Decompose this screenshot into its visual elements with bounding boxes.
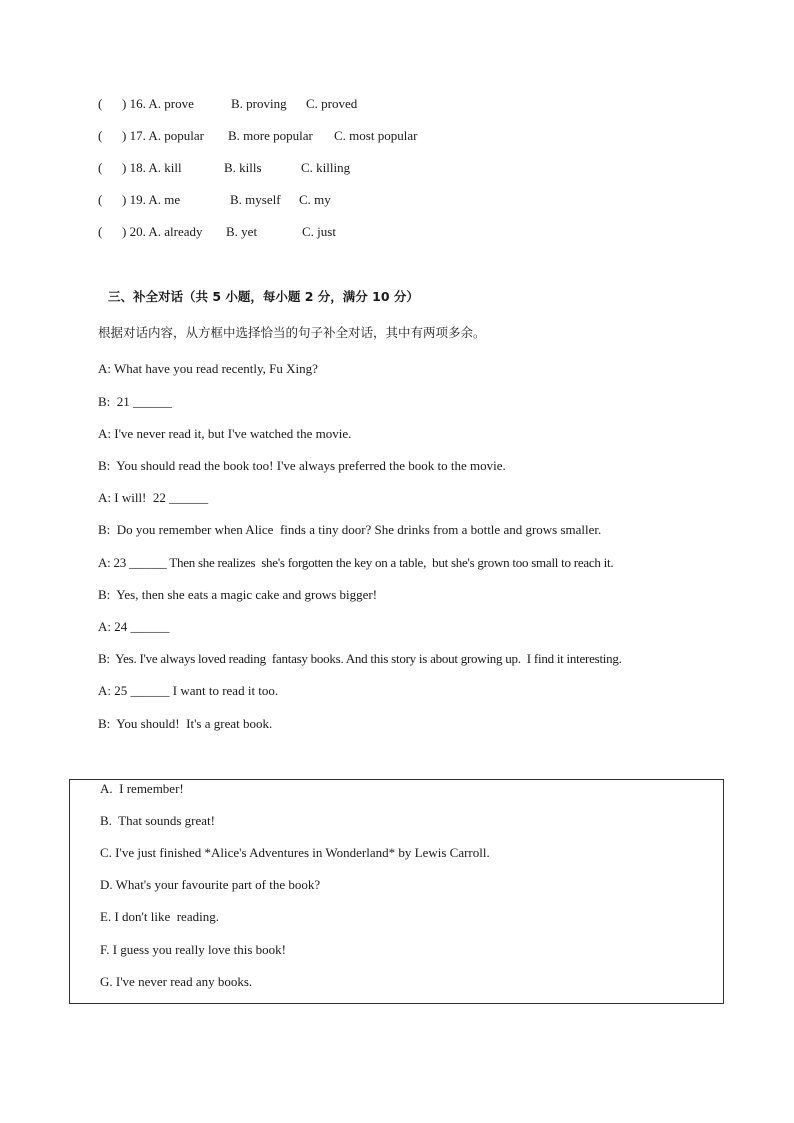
option-item: F. I guess you really love this book!: [100, 942, 286, 957]
dialog-line: B: You should read the book too! I've always preferred the book to the movie.: [98, 458, 506, 473]
question-option-b: B. proving: [231, 96, 287, 111]
option-item: A. I remember!: [100, 781, 184, 796]
section-title: 三、补全对话（共 5 小题，每小题 2 分，满分 10 分）: [108, 289, 419, 304]
answer-paren: (: [98, 224, 103, 239]
mcq-question-17: [98, 128, 698, 144]
dialog-line: A: 24 ______: [98, 619, 170, 634]
options-box: [69, 779, 724, 1004]
question-option-a: ) 18. A. kill: [122, 160, 182, 175]
dialog-line: A: I've never read it, but I've watched the movie.: [98, 426, 352, 441]
option-item: C. I've just finished *Alice's Adventures in Wonderland* by Lewis Carroll.: [100, 845, 490, 860]
question-option-b: B. kills: [224, 160, 262, 175]
dialog-line: A: 25 ______ I want to read it too.: [98, 683, 279, 698]
question-option-c: C. just: [302, 224, 336, 239]
question-option-c: C. my: [299, 192, 331, 207]
dialog-line: B: Yes. I've always loved reading fantasy books. And this story is about growing up. I find it interesting.: [98, 651, 622, 666]
answer-paren: (: [98, 192, 103, 207]
dialog-line: B: 21 ______: [98, 394, 173, 409]
mcq-question-16: [98, 96, 698, 112]
question-option-b: B. yet: [226, 224, 258, 239]
dialog-line: A: 23 ______ Then she realizes she's forgotten the key on a table, but she's grown too small to reach it.: [98, 555, 614, 570]
answer-paren: (: [98, 96, 103, 111]
mcq-question-20: [98, 224, 698, 240]
dialog-line: A: I will! 22 ______: [98, 490, 209, 505]
dialog-line: B: Yes, then she eats a magic cake and grows bigger!: [98, 587, 378, 602]
question-option-a: ) 17. A. popular: [122, 128, 204, 143]
mcq-question-18: [98, 160, 698, 176]
question-option-a: ) 19. A. me: [122, 192, 181, 207]
option-item: D. What's your favourite part of the book?: [100, 877, 321, 892]
question-option-c: C. killing: [301, 160, 351, 175]
dialog-line: B: You should! It's a great book.: [98, 716, 273, 731]
option-item: G. I've never read any books.: [100, 974, 253, 989]
section-instruction: 根据对话内容，从方框中选择恰当的句子补全对话，其中有两项多余。: [98, 325, 486, 340]
dialog-line: B: Do you remember when Alice finds a tiny door? She drinks from a bottle and grows smaller.: [98, 522, 602, 537]
answer-paren: (: [98, 128, 103, 143]
question-option-c: C. proved: [306, 96, 358, 111]
question-option-c: C. most popular: [334, 128, 418, 143]
mcq-question-19: [98, 192, 698, 208]
option-item: E. I don't like reading.: [100, 909, 219, 924]
option-item: B. That sounds great!: [100, 813, 215, 828]
dialog-line: A: What have you read recently, Fu Xing?: [98, 361, 318, 376]
answer-paren: (: [98, 160, 103, 175]
question-option-a: ) 20. A. already: [122, 224, 203, 239]
question-option-b: B. more popular: [228, 128, 313, 143]
question-option-a: ) 16. A. prove: [122, 96, 194, 111]
question-option-b: B. myself: [230, 192, 281, 207]
